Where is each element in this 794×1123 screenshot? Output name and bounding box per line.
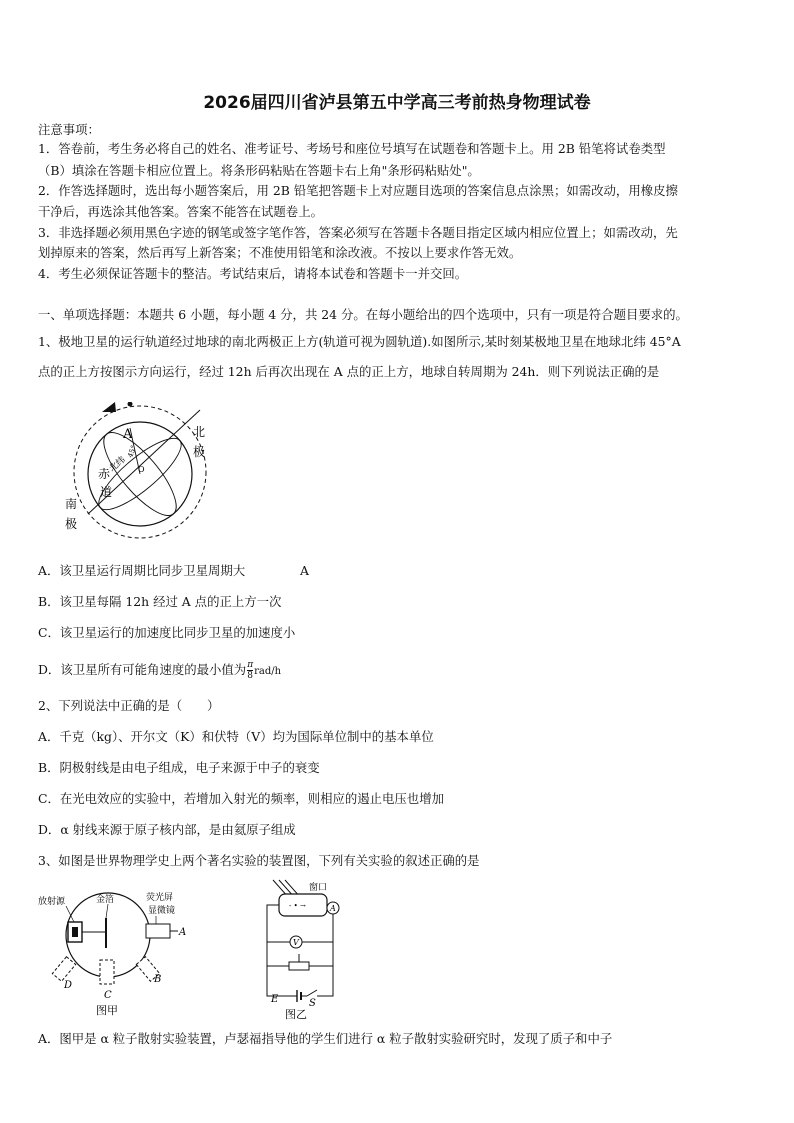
position-b-label: B	[154, 974, 162, 985]
switch-s-label: S	[309, 998, 316, 1009]
angle-label: 45°	[126, 444, 139, 459]
position-d-label: D	[64, 980, 73, 991]
center-o-label: O	[138, 465, 145, 474]
q2-option-c: C．在光电效应的实验中，若增加入射光的频率，则相应的遏止电压也增加	[38, 791, 444, 806]
notice-line: 干净后，再选涂其他答案。答案不能答在试题卷上。	[38, 204, 323, 219]
source-label: 放射源	[38, 897, 66, 907]
microscope-right	[146, 924, 170, 938]
q1-stem: 点的正上方按图示方向运行，经过 12h 后再次出现在 A 点的正上方，地球自转周期为 24h．则下列说法正确的是	[38, 364, 660, 379]
south-label: 南	[65, 497, 78, 511]
rheostat	[289, 962, 309, 970]
notice-line: （B）填涂在答题卡相应位置上。将条形码粘贴在答题卡右上角"条形码粘贴处"。	[38, 163, 480, 178]
foil-label: 金箔	[96, 895, 115, 905]
section-heading: 一、单项选择题：本题共 6 小题，每小题 4 分，共 24 分。在每小题给出的四个选项中，只有一项是符合题目要求的。	[38, 307, 688, 322]
scattering-figure	[38, 880, 198, 1020]
q1-option-d-text: D．该卫星所有可能角速度的最小值为	[38, 662, 247, 677]
page-title: 2026届四川省泸县第五中学高三考前热身物理试卷	[203, 93, 591, 113]
microscope-label: 显微镜	[148, 906, 176, 916]
notice-line: 1．答卷前，考生务必将自己的姓名、准考证号、考场号和座位号填写在试题卷和答题卡上。用 2B 铅笔将试卷类型	[38, 141, 666, 156]
photoelectric-figure	[255, 878, 365, 1020]
fraction-denominator: 8	[247, 671, 254, 681]
leader-line	[106, 904, 108, 918]
q3-stem: 3、如图是世界物理学史上两个著名实验的装置图，下列有关实验的叙述正确的是	[38, 853, 480, 868]
q1-option-b: B．该卫星每隔 12h 经过 A 点的正上方一次	[38, 594, 282, 609]
notice-line: 4．考生必须保证答题卡的整洁。考试结束后，请将本试卷和答题卡一并交回。	[38, 266, 468, 281]
equator-label: 赤	[98, 467, 111, 481]
notice-line: 划掉原来的答案，然后再写上新答案；不准使用铅笔和涂改液。不按以上要求作答无效。	[38, 245, 522, 260]
q2-stem: 2、下列说法中正确的是（ ）	[38, 698, 220, 713]
direction-arrow-icon	[102, 402, 116, 412]
pole-label: 极	[193, 445, 206, 459]
figure-caption: 图乙	[285, 1008, 307, 1020]
microscope-c	[100, 960, 114, 984]
q3-option-a: A．图甲是 α 粒子散射实验装置，卢瑟福指导他的学生们进行 α 粒子散射实验研究时，发现了质子和中子	[38, 1031, 613, 1046]
notice-heading: 注意事项：	[38, 122, 100, 137]
q2-option-b: B．阴极射线是由电子组成，电子来源于中子的衰变	[38, 760, 320, 775]
q2-option-a: A．千克（kg）、开尔文（K）和伏特（V）均为国际单位制中的基本单位	[38, 729, 434, 744]
position-c-label: C	[104, 990, 112, 1001]
ammeter-label: A	[330, 904, 336, 913]
voltmeter-label: V	[293, 938, 299, 947]
north-label: 北	[193, 425, 206, 439]
circuit-wire	[267, 905, 297, 996]
electrons-glyph: - • →	[289, 902, 306, 910]
equator-label: 道	[100, 485, 113, 499]
notice-line: 3．非选择题必须用黑色字迹的钢笔或签字笔作答，答案必须写在答题卡各题目指定区域内相应位置上；如需改动，先	[38, 225, 678, 240]
point-a-label: A	[123, 427, 133, 442]
screen-label: 荧光屏	[146, 893, 174, 903]
position-a-label: A	[179, 927, 187, 938]
leader-line	[66, 906, 74, 922]
figure-caption: 图甲	[96, 1004, 118, 1017]
q1-option-a: A．该卫星运行周期比同步卫星周期大	[38, 563, 246, 578]
circuit-wire	[317, 914, 333, 996]
notice-line: 2．作答选择题时，选出每小题答案后，用 2B 铅笔把答题卡上对应题目选项的答案信息点涂黑；如需改动，用橡皮擦	[38, 183, 678, 198]
fraction-numerator: π	[247, 660, 254, 670]
q1-stem: 1、极地卫星的运行轨道经过地球的南北两极正上方(轨道可视为圆轨道).如图所示,某时刻某极地卫星在地球北纬 45°A	[38, 334, 681, 349]
q1-option-a-stray: A	[300, 563, 309, 578]
unit: rad/h	[254, 666, 282, 677]
pole-label: 极	[65, 517, 78, 531]
q1-option-d	[38, 660, 281, 681]
satellite-dot	[128, 402, 133, 407]
switch	[307, 990, 317, 996]
latitude-label: 北纬	[107, 455, 128, 475]
polar-satellite-figure	[60, 402, 225, 542]
q1-option-c: C．该卫星运行的加速度比同步卫星的加速度小	[38, 625, 296, 640]
q2-option-d: D．α 射线来源于原子核内部，是由氦原子组成	[38, 822, 296, 837]
microscope-d	[52, 957, 75, 982]
fraction	[247, 660, 253, 681]
source-core	[72, 927, 78, 937]
battery-e-label: E	[271, 994, 279, 1005]
window-label: 窗口	[309, 883, 328, 893]
